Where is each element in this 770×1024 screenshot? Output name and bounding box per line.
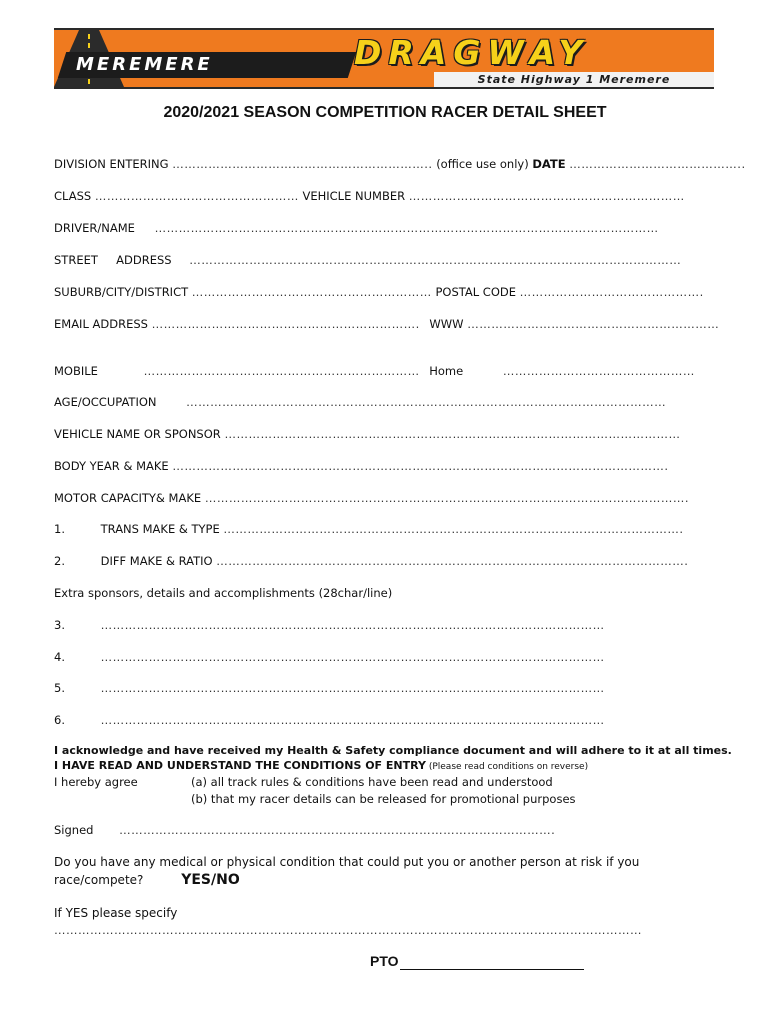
email-label: EMAIL ADDRESS (54, 317, 148, 331)
body-row (54, 458, 668, 474)
body-year-label: BODY YEAR & MAKE (54, 459, 169, 473)
motor-capacity-field[interactable]: …………………………………………………………………………………………………………. (204, 491, 689, 505)
vehicle-number-label: VEHICLE NUMBER (302, 189, 406, 203)
extra-line-number: 6. (54, 713, 65, 727)
office-use-note: (office use only) (436, 157, 533, 171)
vehicle-number-field[interactable]: …………………………………………………………… (408, 189, 685, 203)
division-row (54, 156, 746, 172)
trans-number: 1. (54, 522, 65, 536)
medical-question-text: race/compete? (54, 873, 144, 887)
trans-label: TRANS MAKE & TYPE (100, 522, 220, 536)
age-occupation-field[interactable]: ………………………………………………………………………………………………………… (186, 395, 667, 409)
motor-capacity-label: MOTOR CAPACITY& MAKE (54, 491, 202, 505)
mobile-label: MOBILE (54, 364, 98, 378)
class-field[interactable]: …………………………………………… (94, 189, 299, 203)
diff-field[interactable]: ………………………………………………………………………………………………………. (216, 554, 689, 568)
extra-line-field[interactable]: ……………………………………………………………………………………………………………… (100, 681, 605, 695)
pto-underline (400, 969, 584, 970)
signed-row (54, 822, 555, 838)
conditions-statement (54, 758, 588, 775)
postal-code-field[interactable]: ………………………………………. (519, 285, 704, 299)
extra-line-3 (54, 617, 605, 633)
postal-code-label: POSTAL CODE (435, 285, 517, 299)
class-row (54, 188, 685, 204)
diff-row (54, 553, 688, 569)
if-yes-dots-field[interactable]: ………………………………………………………………………………………………………………………………… (54, 923, 642, 937)
driver-label: DRIVER/NAME (54, 221, 135, 235)
division-label: DIVISION ENTERING (54, 157, 169, 171)
extra-line-field[interactable]: ……………………………………………………………………………………………………………… (100, 650, 605, 664)
diff-label: DIFF MAKE & RATIO (100, 554, 213, 568)
extra-line-field[interactable]: ……………………………………………………………………………………………………………… (100, 618, 605, 632)
home-label: Home (429, 364, 464, 378)
logo-subtitle: State Highway 1 Meremere (434, 72, 714, 87)
www-label: WWW (429, 317, 464, 331)
extra-line-number: 3. (54, 618, 65, 632)
email-field[interactable]: …………………………………………………………. (151, 317, 420, 331)
date-label: DATE (532, 157, 566, 171)
suburb-row (54, 284, 704, 300)
logo-left-text: MEREMERE (76, 54, 213, 75)
agree-label: I hereby agree (54, 775, 138, 789)
extra-line-6 (54, 712, 605, 728)
street-label: STREET ADDRESS (54, 253, 172, 267)
trans-field[interactable]: ……………………………………………………………………………………………………. (223, 522, 684, 536)
driver-field[interactable]: ……………………………………………………………………………………………………………… (154, 221, 659, 235)
signature-field[interactable]: ………………………………………………………………………………………………. (119, 823, 556, 837)
body-year-field[interactable]: ……………………………………………………………………………………………………………. (172, 459, 669, 473)
diff-number: 2. (54, 554, 65, 568)
extra-line-number: 4. (54, 650, 65, 664)
extra-line-field[interactable]: ……………………………………………………………………………………………………………… (100, 713, 605, 727)
driver-row (54, 220, 659, 236)
if-yes-field (54, 922, 642, 938)
extra-line-5 (54, 680, 605, 696)
mobile-row (54, 363, 695, 379)
extra-heading: Extra sponsors, details and accomplishments (28char/line) (54, 586, 393, 600)
dragway-logo-banner (54, 28, 714, 89)
email-row (54, 316, 719, 332)
yes-no-choice[interactable]: YES/NO (181, 872, 240, 888)
street-row (54, 252, 681, 268)
vehicle-name-field[interactable]: …………………………………………………………………………………………………… (224, 427, 681, 441)
class-label: CLASS (54, 189, 92, 203)
vehicle-name-label: VEHICLE NAME OR SPONSOR (54, 427, 221, 441)
agree-row (54, 774, 138, 790)
extra-line-number: 5. (54, 681, 65, 695)
home-field[interactable]: ………………………………………… (502, 364, 695, 378)
age-occupation-label: AGE/OCCUPATION (54, 395, 157, 409)
trans-row (54, 521, 684, 537)
conditions-note: (Please read conditions on reverse) (425, 762, 589, 772)
pto-label: PTO (370, 953, 399, 969)
signed-label: Signed (54, 823, 94, 837)
if-yes-label: If YES please specify (54, 906, 178, 920)
acknowledge-statement: I acknowledge and have received my Health & Safety compliance document and will adhere to it at all times. (54, 744, 732, 757)
motor-row (54, 490, 689, 506)
www-field[interactable]: ……………………………………………………… (467, 317, 720, 331)
suburb-label: SUBURB/CITY/DISTRICT (54, 285, 189, 299)
street-field[interactable]: …………………………………………………………………………………………………………… (189, 253, 682, 267)
conditions-text: I HAVE READ AND UNDERSTAND THE CONDITIONS OF ENTRY (54, 759, 426, 772)
agree-item-b: (b) that my racer details can be released for promotional purposes (191, 792, 576, 806)
page-title: 2020/2021 SEASON COMPETITION RACER DETAIL SHEET (163, 104, 607, 121)
medical-question-line1: Do you have any medical or physical condition that could put you or another person at risk if you (54, 855, 640, 869)
medical-question-line2 (54, 872, 240, 888)
vehicle-name-row (54, 426, 680, 442)
division-field[interactable]: ……………………………………………………….. (172, 157, 433, 171)
logo-left-name (58, 52, 356, 78)
mobile-field[interactable]: …………………………………………………………… (143, 364, 420, 378)
suburb-field[interactable]: …………………………………………………… (191, 285, 432, 299)
agree-item-a: (a) all track rules & conditions have been read and understood (191, 775, 553, 789)
logo-big-name: DRAGWAY (354, 33, 590, 72)
extra-line-4 (54, 649, 605, 665)
age-row (54, 394, 666, 410)
date-field[interactable]: …………………………………….. (569, 157, 746, 171)
